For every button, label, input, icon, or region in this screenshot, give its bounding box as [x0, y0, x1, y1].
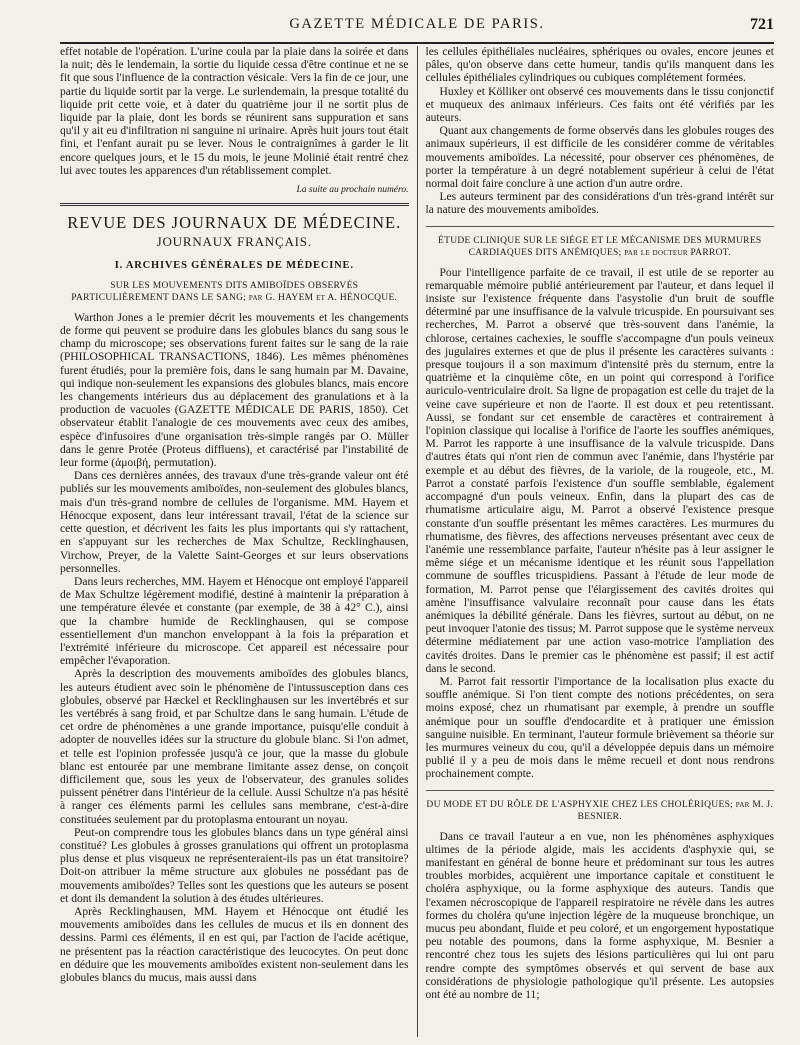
page-number: 721 [750, 16, 774, 33]
paragraph: Dans ce travail l'auteur a en vue, non les phénomènes asphyxiques ultimes de la période algide, mais les accidents d'asphyxie qui, se manifestant en général de bonne heure et prédominant sur tous les autres troubles morbides, acquièrent une importance capitale et constituent le choléra asphyxique, ou la forme asphyxique des auteurs. Tandis que l'examen nécroscopique de l'appareil respiratoire ne révèle dans les autres formes du choléra qu'une injection légère de la muqueuse bronchique, un mucus peu abondant, fluide et peu coloré, et un engorgement hypostatique peu notable des poumons, dans la forme asphyxique, M. Besnier a rencontré chez tous les sujets des lésions particulières qui lui ont paru rendre compte des symptômes observés et qui servent de base aux considérations de physiologie pathologique qu'il présente. Les autopsies ont été au nombre de 11; [425, 830, 774, 1001]
subsection-title: JOURNAUX FRANÇAIS. [156, 234, 312, 250]
continued-note: La suite au prochain numéro. [296, 185, 409, 196]
paragraph: Peut-on comprendre tous les globules blancs dans un type général ainsi constitué? Les globules à grosses granulations qui offrent un protoplasma plus dense et plus visqueux ne représenteraient-ils pas un état transitoire? Doit-on attribuer la même structure aux globules ne possédant pas de mouvements amiboïdes? Telles sont les questions que les auteurs se posent et dont ils demandent la solution à des études ultérieures. [60, 826, 409, 905]
paragraph: les cellules épithéliales nucléaires, sphériques ou ovales, encore jeunes et pâles, qu'on observe dans cette humeur, tandis qu'ils manquent dans les cellules épithéliales cylindriques ou cubiques complétement formées. [425, 46, 774, 85]
paragraph: Quant aux changements de forme observés dans les globules rouges des animaux supérieurs, il est difficile de les considérer comme de véritables mouvements amiboïdes. La nécessité, pour observer ces phénomènes, de porter la température à un degré notablement supérieur à celui de l'état normal doit faire conclure à une action d'un autre ordre. [425, 125, 774, 191]
left-column [60, 46, 409, 1037]
section-title: REVUE DES JOURNAUX DE MÉDECINE. [67, 213, 402, 233]
paragraph: Après la description des mouvements amiboïdes des globules blancs, les auteurs étudient avec soin le phénomène de l'intussusception dans ces globules, observé par Hæckel et Recklinghausen sur les invertébrés et sur les vertébrés à sang froid, et par Schultze dans le sang humain. L'étude de cet ordre de phénomènes a une grande importance, puisqu'elle conduit à adopter de nouvelles idées sur la structure du globule blanc. Si l'on admet, et telle est l'opinion professée jusqu'à ce jour, que la masse du globule blanc est entourée par une membrane limitante assez dense, on conçoit difficilement que, sous les yeux de l'observateur, des granules solides puissent pénétrer dans l'intérieur de la cellule. Aussi Schultze n'a pas hésité à ranger ces éléments parmi les cellules sans membrane, c'est-à-dire constituées seulement par du protoplasma entourant un noyau. [60, 668, 409, 826]
running-title: GAZETTE MÉDICALE DE PARIS. [289, 16, 545, 32]
intro-paragraph: effet notable de l'opération. L'urine coula par la plaie dans la soirée et dans la nuit; dès le lendemain, la sortie du liquide cessa d'être continue et ne se fit que sous l'influence de la contraction vésicale. Vers la fin de ce jour, une partie du liquide sortit par la verge. Le surlendemain, la presque totalité du liquide prit cette voie, et à dater du quatrième jour il ne sortit plus de liquide par la plaie, dont les bords se réunirent sans suppuration et sans qu'il y ait eu d'infiltration ni sanguine ni urinaire. Après huit jours tout était fini, et l'enfant aurait pu se lever. Nous le contraignîmes à garder le lit encore quelques jours, et le 15 du mois, le jeune Molinié était rentré chez lui avec toutes les apparences d'un rétablissement complet. [60, 46, 409, 177]
paragraph: Les auteurs terminent par des considérations d'un très-grand intérêt sur la nature des mouvements amiboïdes. [425, 191, 774, 217]
section-divider [60, 203, 409, 206]
paragraph: Pour l'intelligence parfaite de ce travail, il est utile de se reporter au remarquable mémoire publié antérieurement par l'auteur, et dans lequel il insiste sur l'existence fréquente dans l'asystolie d'un bruit de souffle déterminé par une insuffisance de la valvule tricuspide. En poursuivant ses recherches, M. Parrot a observé que très-souvent dans l'anémie, la chlorose, certaines cachexies, le souffle s'accompagne d'un pouls veineux des jugulaires externes et que de plus il présente les caractères suivants : presque toujours il a son maximum d'intensité près du sternum, entre la quatrième et la cinquième côte, en un point qui correspond à l'orifice auriculo-ventriculaire droit. Sa ligne de propagation est celle du trajet de la veine cave supérieure et non de l'aorte. Il est doux et peu retentissant. Aussi, se fondant sur cet ensemble de caractères et contrairement à l'opinion classique qui localise à l'orifice de l'aorte les souffles anémiques, M. Parrot les rapporte à une insuffisance de la valvule tricuspide. Dans d'autres états qui n'ont rien de commun avec l'anémie, dans l'hystérie par exemple et au début des fièvres, de la variole, de la rougeole, etc., M. Parrot a constaté parfois l'existence d'un souffle semblable, également accompagné d'un pouls veineux. Enfin, dans la plupart des cas de rhumatisme articulaire aigu, M. Parrot a observé l'existence presque constante d'un souffle présentant les mêmes caractères. Les murmures du rhumatisme, des fièvres, des affections nerveuses présentant avec ceux de l'anémie une ressemblance parfaite, l'auteur n'hésite pas à leur assigner le même siége et un mécanisme identique et les réunit sous l'appellation commune de souffles tricuspidiens. Passant à l'étude de leur mode de formation, M. Parrot pense que l'élargissement des cavités droites qui amène l'insuffisance valvulaire reconnaît pour cause dans les états anémiques la débilité générale. Dans les fièvres, surtout au début, on ne peut invoquer l'atonie des tissus; M. Parrot suppose que le système nerveux détermine médiatement par une action vaso-motrice l'ampliation des cavités droites. Dans le premier cas le phénomène est passif; il est actif dans le second. [425, 266, 774, 675]
right-column [426, 46, 775, 1037]
article-divider [426, 226, 775, 227]
paragraph: Dans ces dernières années, des travaux d'une très-grande valeur ont été publiés sur les mouvements amiboïdes, non-seulement des globules blancs, mais d'un très-grand nombre de cellules de l'organisme. MM. Hayem et Hénocque exposent, dans leur intéressant travail, l'état de la science sur cette question, et décrivent les faits les plus importants qui s'y rattachent, en s'appuyant sur les recherches de Max Schultze, Recklinghausen, Virchow, Preyer, de la Valette Saint-Georges et sur leurs observations personnelles. [60, 470, 409, 575]
journal-title: I. ARCHIVES GÉNÉRALES DE MÉDECINE. [114, 259, 354, 271]
article-title: DU MODE ET DU RÔLE DE L'ASPHYXIE CHEZ LES CHOLÉRIQUES; par M. J. BESNIER. [426, 799, 774, 822]
paragraph: Huxley et Kölliker ont observé ces mouvements dans le tissu conjonctif et muqueux des animaux inférieurs. Ces faits ont été vérifiés par les auteurs. [425, 85, 774, 125]
text-columns [60, 46, 774, 1037]
article-title: SUR LES MOUVEMENTS DITS AMIBOÏDES OBSERVÉS PARTICULIÈREMENT DANS LE SANG; par G. HAYEM et A. HÉNOCQUE. [71, 280, 398, 303]
paragraph: M. Parrot fait ressortir l'importance de la localisation plus exacte du souffle anémique. Si l'on tient compte des notions précédentes, on sera moins exposé, chez un rhumatisant par exemple, à prendre un souffle anémique pour un souffle d'endocardite et à pratiquer une émission sanguine nuisible. En terminant, l'auteur formule brièvement sa théorie sur les murmures veineux du cou, qu'il a développée depuis dans un mémoire publié il y a peu de mois dans le même recueil et dont nous rendrons prochainement compte. [425, 675, 774, 781]
running-head [60, 16, 774, 40]
paragraph: Après Recklinghausen, MM. Hayem et Hénocque ont étudié les mouvements amiboïdes dans les cellules de mucus et ils en donnent des dessins. Parmi ces éléments, il en est qui, par l'action de l'acide acétique, ne présentent pas la réaction caractéristique des leucocytes. On peut donc en déduire que les mouvements amiboïdes existent non-seulement dans les globules blancs du mucus, mais aussi dans [60, 905, 409, 984]
header-rule [60, 42, 774, 44]
article-title: ÉTUDE CLINIQUE SUR LE SIÉGE ET LE MÉCANISME DES MURMURES CARDIAQUES DITS ANÉMIQUES; par le docteur PARROT. [437, 235, 762, 258]
column-divider [417, 46, 418, 1037]
article-divider [426, 790, 775, 791]
paragraph: Dans leurs recherches, MM. Hayem et Hénocque ont employé l'appareil de Max Schultze légèrement modifié, destiné à maintenir la préparation à une température élevée et constante (par exemple, de 38 à 42° C.), ainsi que la chambre humide de Recklinghausen, qui se compose essentiellement d'un manchon enveloppant à la fois la préparation et l'extrémité inférieure du microscope. Cet appareil est nécessaire pour empêcher l'évaporation. [60, 575, 409, 668]
paragraph: Warthon Jones a le premier décrit les mouvements et les changements de forme qui peuvent se produire dans les globules blancs du sang sous le champ du microscope; ses observations furent faites sur le sang de la raie (PHILOSOPHICAL TRANSACTIONS, 1846). Les mêmes phénomènes furent étudiés, pour la première fois, dans le sang humain par M. Davaine, qui indique non-seulement les expansions des globules blancs, mais encore les changements intérieurs dus au déplacement des granulations et à la production de vacuoles (GAZETTE MÉDICALE DE PARIS, 1850). Cet observateur établit l'analogie de ces mouvements avec ceux des amibes, espèce d'infusoires d'une organisation très-simple rangés par O. Müller dans le genre Protée (Proteus diffluens), et caractérisé par l'instabilité de leur forme (ἀμοιβή, permutation). [60, 311, 409, 470]
